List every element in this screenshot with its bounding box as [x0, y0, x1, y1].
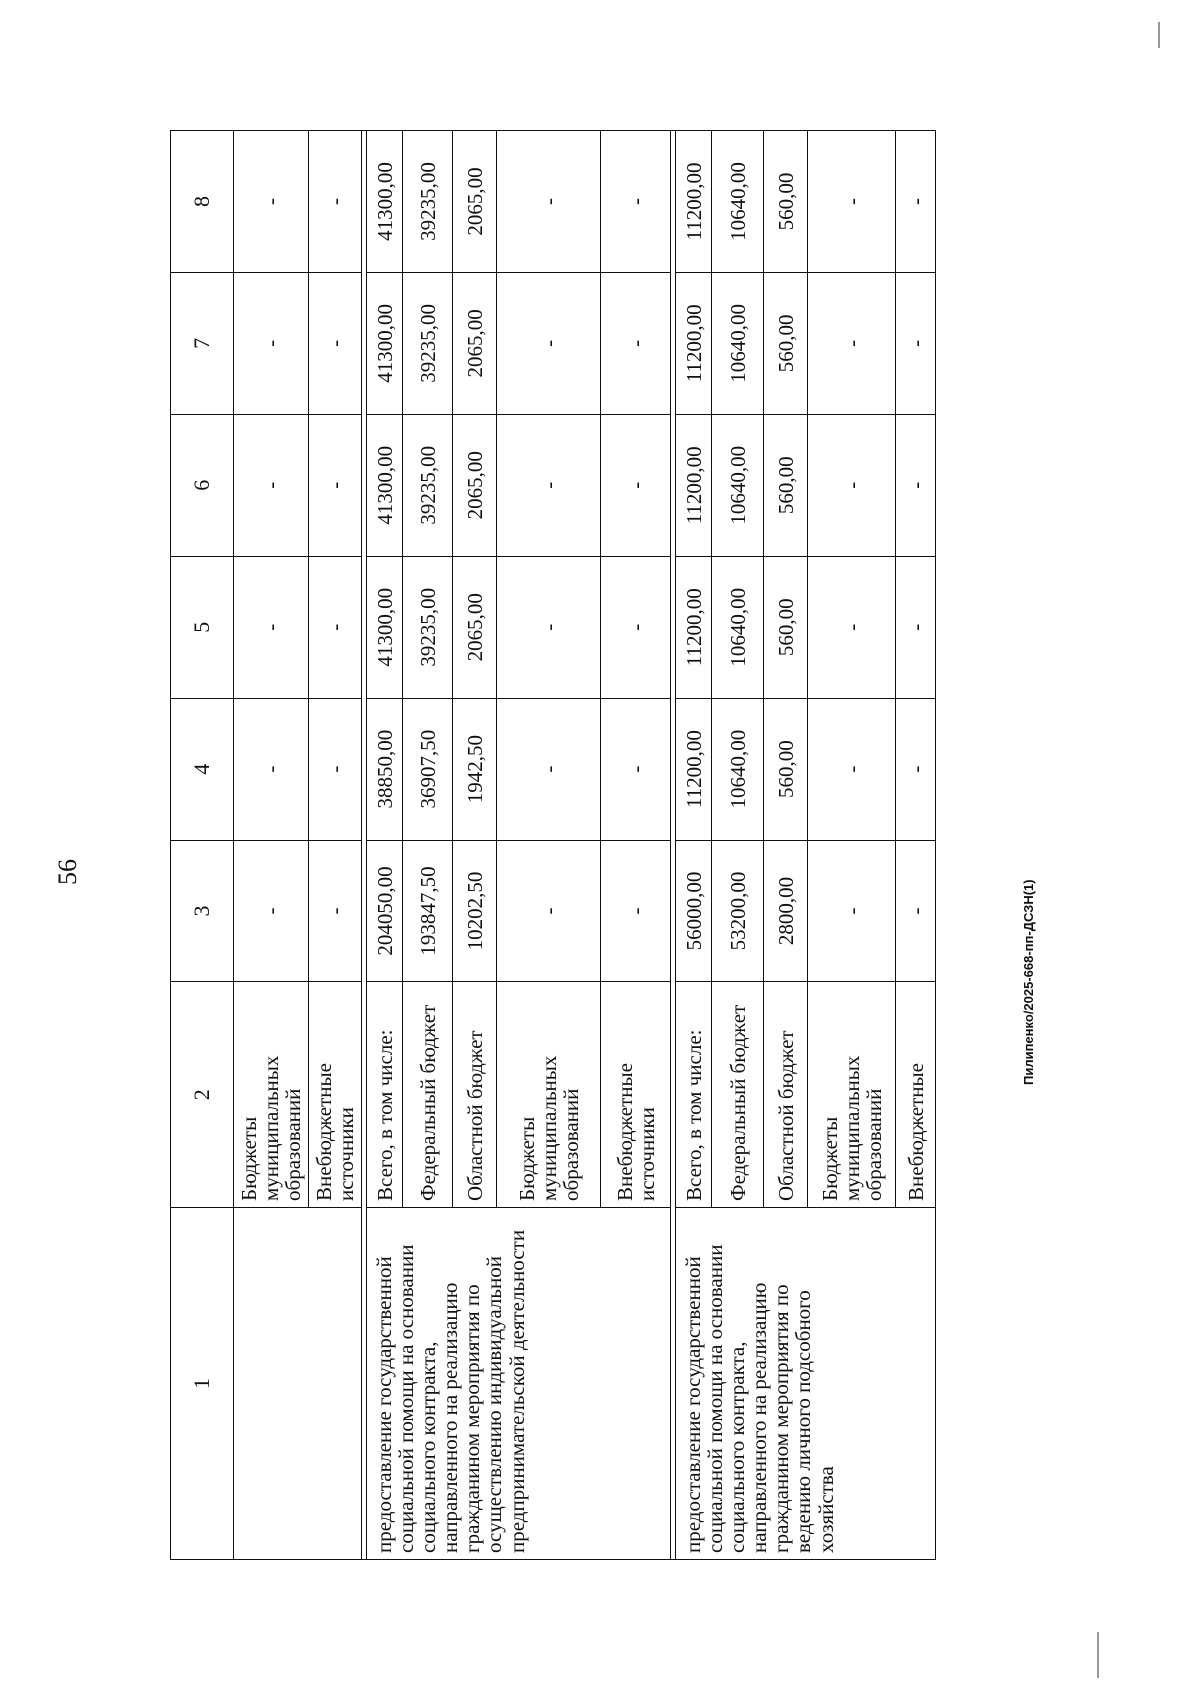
value-cell: 39235,00	[403, 414, 453, 556]
value-cell: -	[309, 840, 362, 982]
value-cell: -	[601, 556, 671, 698]
value-cell: -	[601, 272, 671, 414]
value-cell: -	[234, 131, 309, 273]
value-cell: -	[601, 131, 671, 273]
value-cell: 56000,00	[676, 840, 712, 982]
value-cell: 560,00	[764, 556, 808, 698]
value-cell: 41300,00	[367, 272, 403, 414]
value-cell: 11200,00	[676, 272, 712, 414]
value-cell: -	[896, 131, 936, 273]
value-cell: -	[896, 840, 936, 982]
value-cell: -	[309, 414, 362, 556]
funding-source: Областной бюджет	[453, 982, 497, 1208]
value-cell: 2065,00	[453, 131, 497, 273]
scan-artifact-bottom	[1097, 1632, 1099, 1678]
value-cell: -	[601, 414, 671, 556]
value-cell: 41300,00	[367, 414, 403, 556]
value-cell: 10640,00	[712, 698, 764, 840]
header-col-8: 8	[171, 131, 234, 273]
value-cell: 10202,50	[453, 840, 497, 982]
value-cell: -	[896, 414, 936, 556]
value-cell: 36907,50	[403, 698, 453, 840]
value-cell: -	[896, 272, 936, 414]
value-cell: 2065,00	[453, 272, 497, 414]
value-cell: -	[808, 840, 896, 982]
rotated-table-container	[170, 130, 928, 1560]
value-cell: 2065,00	[453, 556, 497, 698]
table-row	[234, 131, 309, 1560]
value-cell: 10640,00	[712, 131, 764, 273]
value-cell: 1942,50	[453, 698, 497, 840]
value-cell: -	[497, 131, 601, 273]
value-cell: -	[234, 272, 309, 414]
value-cell: 560,00	[764, 272, 808, 414]
header-col-4: 4	[171, 698, 234, 840]
value-cell: -	[808, 414, 896, 556]
value-cell: 11200,00	[676, 698, 712, 840]
footer-document-code: Пилипенко/2025-668-пп-ДСЗН(1)	[1021, 879, 1036, 1085]
value-cell: -	[808, 556, 896, 698]
budget-table	[170, 130, 936, 1560]
value-cell: -	[497, 272, 601, 414]
value-cell: -	[601, 840, 671, 982]
table-header-row	[171, 131, 234, 1560]
funding-source: Внебюджетные источники	[601, 982, 671, 1208]
header-col-2: 2	[171, 982, 234, 1208]
funding-source: Всего, в том числе:	[676, 982, 712, 1208]
value-cell: 204050,00	[367, 840, 403, 982]
value-cell: -	[234, 840, 309, 982]
table-row	[367, 131, 403, 1560]
funding-source: Бюджеты муниципальных образований	[808, 982, 896, 1208]
value-cell: 193847,50	[403, 840, 453, 982]
value-cell: -	[808, 272, 896, 414]
value-cell: 11200,00	[676, 556, 712, 698]
funding-source: Всего, в том числе:	[367, 982, 403, 1208]
header-col-1: 1	[171, 1207, 234, 1559]
funding-source: Федеральный бюджет	[403, 982, 453, 1208]
page-number: 56	[53, 859, 82, 885]
funding-source: Внебюджетные источники	[309, 982, 362, 1208]
row-description: предоставление государственной социальной помощи на основании социального контракта, направленного на реализацию гражданином мероприятия по ведению личного подсобного хозяйства	[676, 1207, 936, 1559]
value-cell: -	[808, 131, 896, 273]
value-cell: -	[309, 131, 362, 273]
value-cell: 39235,00	[403, 556, 453, 698]
value-cell: 560,00	[764, 131, 808, 273]
value-cell: 38850,00	[367, 698, 403, 840]
value-cell: -	[497, 840, 601, 982]
scan-artifact-top	[1158, 22, 1160, 48]
funding-source: Бюджеты муниципальных образований	[234, 982, 309, 1208]
value-cell: 53200,00	[712, 840, 764, 982]
value-cell: 11200,00	[676, 414, 712, 556]
row-description-empty	[234, 1207, 362, 1559]
value-cell: -	[808, 698, 896, 840]
header-col-7: 7	[171, 272, 234, 414]
header-col-3: 3	[171, 840, 234, 982]
value-cell: 39235,00	[403, 131, 453, 273]
value-cell: 10640,00	[712, 414, 764, 556]
value-cell: -	[309, 556, 362, 698]
value-cell: -	[234, 556, 309, 698]
table-row	[676, 131, 712, 1560]
value-cell: -	[309, 272, 362, 414]
value-cell: 10640,00	[712, 272, 764, 414]
value-cell: -	[234, 698, 309, 840]
value-cell: 2800,00	[764, 840, 808, 982]
value-cell: -	[896, 556, 936, 698]
value-cell: 560,00	[764, 698, 808, 840]
value-cell: -	[497, 698, 601, 840]
value-cell: -	[601, 698, 671, 840]
value-cell: 41300,00	[367, 131, 403, 273]
value-cell: -	[497, 556, 601, 698]
value-cell: 11200,00	[676, 131, 712, 273]
funding-source: Федеральный бюджет	[712, 982, 764, 1208]
value-cell: 2065,00	[453, 414, 497, 556]
value-cell: 41300,00	[367, 556, 403, 698]
value-cell: -	[309, 698, 362, 840]
row-description: предоставление государственной социальной помощи на основании социального контракта, направленного на реализацию гражданином мероприятия по осуществлению индивидуальной предпринимательской деятельности	[367, 1207, 671, 1559]
funding-source: Внебюджетные	[896, 982, 936, 1208]
value-cell: 10640,00	[712, 556, 764, 698]
header-col-6: 6	[171, 414, 234, 556]
value-cell: -	[497, 414, 601, 556]
funding-source: Областной бюджет	[764, 982, 808, 1208]
funding-source: Бюджеты муниципальных образований	[497, 982, 601, 1208]
value-cell: 39235,00	[403, 272, 453, 414]
header-col-5: 5	[171, 556, 234, 698]
value-cell: 560,00	[764, 414, 808, 556]
value-cell: -	[896, 698, 936, 840]
value-cell: -	[234, 414, 309, 556]
